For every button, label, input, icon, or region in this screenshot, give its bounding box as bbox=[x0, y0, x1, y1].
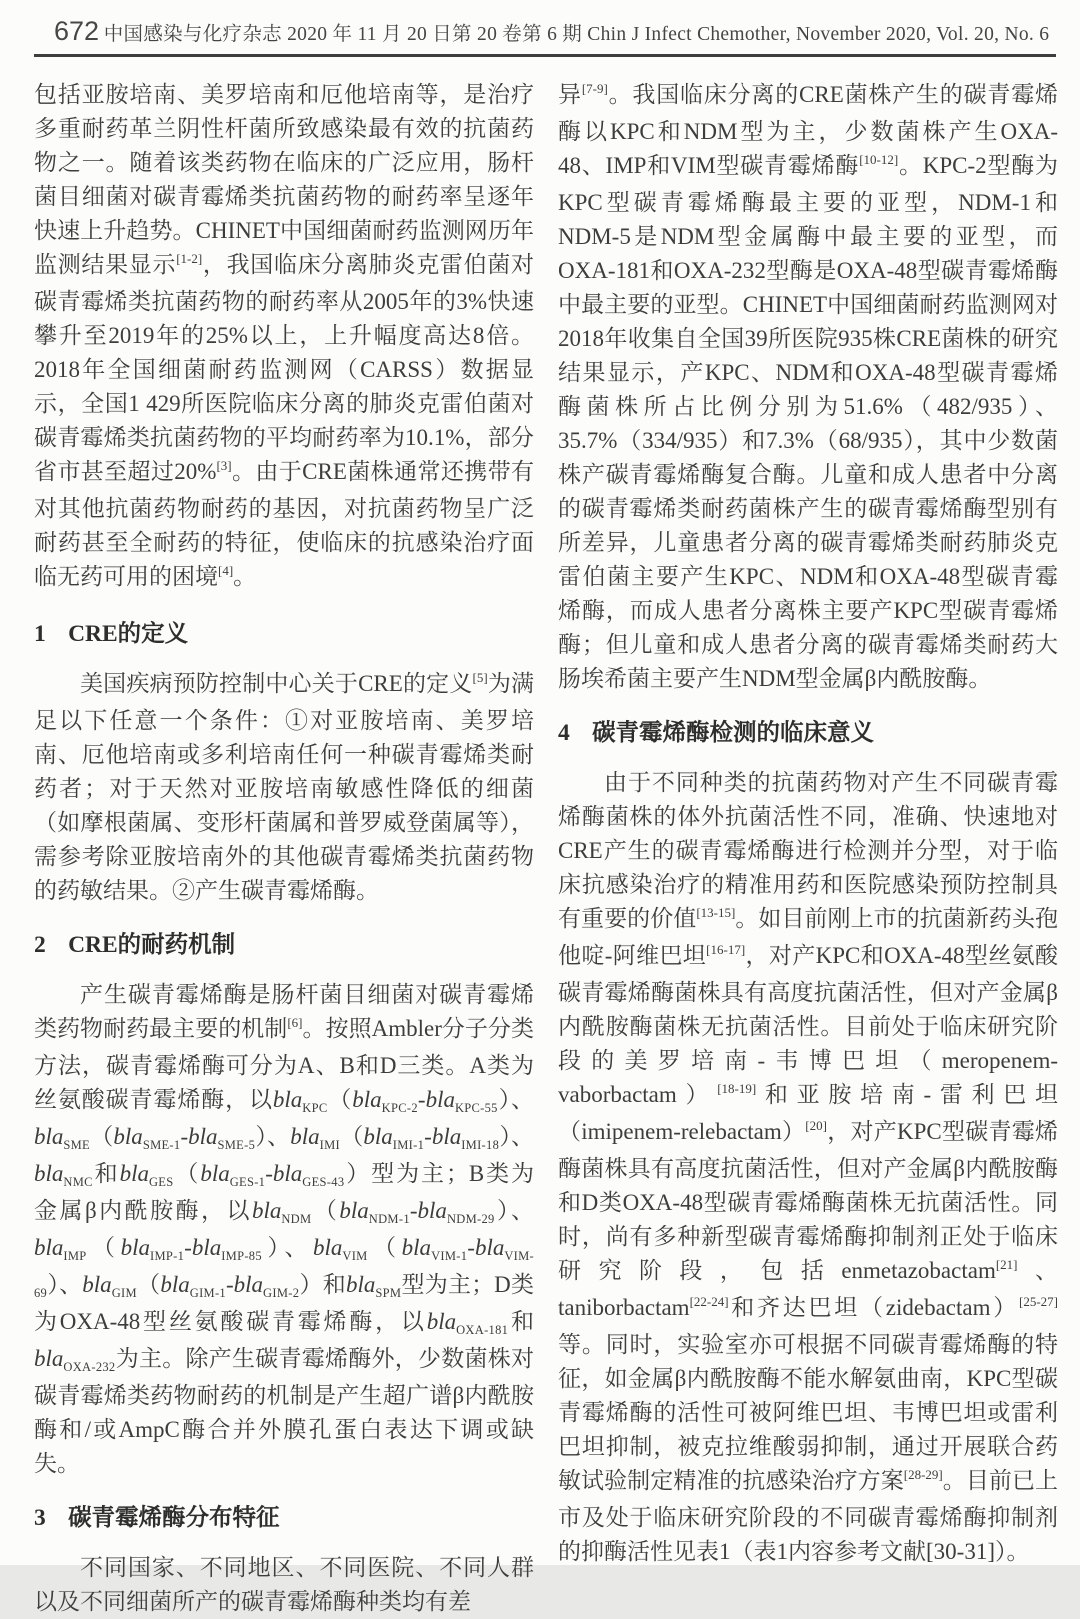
section-3-heading bbox=[34, 1501, 534, 1535]
text-run: - bbox=[180, 1124, 189, 1149]
text-run: ，我国临床分离肺炎克雷伯菌对碳青霉烯类抗菌药物的耐药率从2005年的3%快速攀升至2019年的25%以上，上升幅度高达8倍。2018年全国细菌耐药监测网（CARSS）数据显示，全国1 429所医院临床分离的肺炎克雷伯菌对碳青霉烯类抗菌药物的平均耐药率为10.1%，部分省市甚至超过20% bbox=[34, 252, 535, 484]
text-run: - bbox=[417, 1087, 426, 1112]
gene-name-italic: bla bbox=[431, 1124, 462, 1149]
gene-subscript: IMP bbox=[63, 1249, 87, 1263]
section-number: 1 bbox=[34, 621, 46, 647]
gene-subscript: OXA-181 bbox=[456, 1323, 509, 1337]
text-run: 。KPC-2型酶为KPC型碳青霉烯酶最主要的亚型，NDM-1和NDM-5是NDM型金属酶中最主要的亚型，而OXA-181和OXA-232型酶是OXA-48型碳青霉烯酶中最主要的亚型。CHINET中国细菌耐药监测网对2018年收集自全国39所医院935株CRE菌株的研究结果显示，产KPC、NDM和OXA-48型碳青霉烯酶菌株所占比例分别为51.6%（482/935）、35.7%（334/935）和7.3%（68/935），其中少数菌株产碳青霉烯酶复合酶。儿童和成人患者中分离的碳青霉烯类耐药菌株产生的碳青霉烯酶型别有所差异，儿童患者分离的碳青霉烯类耐药肺炎克雷伯菌主要产生KPC、NDM和OXA-48型碳青霉烯酶，而成人患者分离株主要产KPC型碳青霉烯酶；但儿童和成人患者分离的碳青霉烯类耐药大肠埃希菌主要产生NDM型金属β内酰胺酶。 bbox=[558, 153, 1059, 691]
gene-subscript: GIM-2 bbox=[263, 1286, 300, 1300]
citation-superscript: [16-17] bbox=[706, 942, 746, 957]
gene-name-italic: bla bbox=[82, 1272, 112, 1297]
text-run: （ bbox=[86, 1235, 121, 1260]
gene-subscript: NDM-29 bbox=[446, 1212, 495, 1226]
gene-name-italic: bla bbox=[233, 1272, 264, 1297]
text-run: 等。同时，实验室亦可根据不同碳青霉烯酶的特征，如金属β内酰胺酶不能水解氨曲南，KPC型碳青霉烯酶的活性可被阿维巴坦、韦博巴坦或雷利巴坦抑制，被克拉维酸弱抑制，通过开展联合药敏试验制定精准的抗感染治疗方案 bbox=[558, 1332, 1058, 1493]
gene-subscript: NDM bbox=[281, 1212, 312, 1226]
text-run: 。如目前刚上市的抗菌新药头孢他啶-阿维巴坦 bbox=[558, 906, 1059, 968]
text-run: 、taniborbactam bbox=[558, 1258, 1058, 1320]
gene-subscript: GIM-1 bbox=[189, 1286, 226, 1300]
text-run: 和齐达巴坦（zidebactam） bbox=[728, 1295, 1019, 1320]
gene-name-italic: bla bbox=[363, 1124, 393, 1149]
text-run: （ bbox=[311, 1198, 340, 1223]
text-run: 型为主；D类为OXA-48型丝氨酸碳青霉烯酶，以 bbox=[34, 1272, 535, 1334]
gene-subscript: KPC-2 bbox=[381, 1101, 418, 1115]
section-number: 3 bbox=[34, 1505, 46, 1531]
text-run: 为主。除产生碳青霉烯酶外，少数菌株对碳青霉烯类药物耐药的机制是产生超广谱β内酰胺酶和/或AmpC酶合并外膜孔蛋白表达下调或缺失。 bbox=[34, 1346, 534, 1476]
section-title: CRE的定义 bbox=[68, 621, 189, 647]
gene-name-italic: bla bbox=[474, 1235, 505, 1260]
gene-subscript: SME bbox=[63, 1138, 90, 1152]
gene-subscript: OXA-232 bbox=[63, 1360, 116, 1374]
text-run: （ bbox=[173, 1161, 201, 1186]
text-run: - bbox=[467, 1235, 475, 1260]
gene-subscript: VIM-69 bbox=[34, 1249, 535, 1300]
gene-name-italic: bla bbox=[417, 1198, 447, 1223]
gene-name-italic: bla bbox=[401, 1235, 432, 1260]
citation-superscript: [3] bbox=[216, 458, 232, 473]
gene-subscript: NMC bbox=[63, 1175, 93, 1189]
gene-subscript: IMP-1 bbox=[149, 1249, 185, 1263]
gene-name-italic: bla bbox=[191, 1235, 222, 1260]
gene-name-italic: bla bbox=[160, 1272, 190, 1297]
header-rule bbox=[34, 54, 1056, 57]
gene-name-italic: bla bbox=[119, 1161, 149, 1186]
text-run: ）、 bbox=[494, 1198, 535, 1223]
citation-superscript: [7-9] bbox=[581, 81, 608, 96]
citation-superscript: [4] bbox=[218, 563, 234, 578]
section-title: 碳青霉烯酶检测的临床意义 bbox=[592, 720, 875, 746]
right-column bbox=[558, 78, 1058, 1619]
page-number: 672 bbox=[54, 16, 100, 46]
gene-subscript: GES bbox=[148, 1175, 174, 1189]
gene-subscript: GES-1 bbox=[229, 1175, 266, 1189]
citation-superscript: [10-12] bbox=[859, 152, 899, 167]
gene-subscript: GES-43 bbox=[302, 1175, 345, 1189]
gene-name-italic: bla bbox=[339, 1198, 369, 1223]
gene-subscript: KPC-55 bbox=[454, 1101, 498, 1115]
text-run: （ bbox=[90, 1124, 114, 1149]
gene-name-italic: bla bbox=[120, 1235, 150, 1260]
text-run: ）、 bbox=[261, 1235, 313, 1260]
text-run: - bbox=[424, 1124, 432, 1149]
section-3-paragraph bbox=[34, 1551, 534, 1619]
gene-subscript: VIM bbox=[342, 1249, 368, 1263]
gene-subscript: GIM bbox=[111, 1286, 137, 1300]
text-run: 为满足以下任意一个条件：①对亚胺培南、美罗培南、厄他培南或多利培南任何一种碳青霉烯类耐药者；对于天然对亚胺培南敏感性降低的细菌（如摩根菌属、变形杆菌属和普罗威登菌属等），需参考除亚胺培南外的其他碳青霉烯类抗菌药物的药敏结果。②产生碳青霉烯酶。 bbox=[34, 671, 534, 903]
text-run: 。由于CRE菌株通常还携带有对其他抗菌药物耐药的基因，对抗菌药物呈广泛耐药甚至全耐药的特征，使临床的抗感染治疗面临无药可用的困境 bbox=[34, 459, 534, 589]
section-title: 碳青霉烯酶分布特征 bbox=[68, 1505, 280, 1531]
citation-superscript: [5] bbox=[472, 670, 488, 685]
text-run: - bbox=[265, 1161, 273, 1186]
gene-name-italic: bla bbox=[313, 1235, 343, 1260]
text-run: ，对产KPC型碳青霉烯酶菌株具有高度抗菌活性，但对产金属β内酰胺酶和D类OXA-48型碳青霉烯酶菌株无抗菌活性。同时，尚有多种新型碳青霉烯酶抑制剂正处于临床研究阶段，包括enmetazobactam bbox=[558, 1119, 1058, 1283]
gene-subscript: SME-5 bbox=[217, 1138, 256, 1152]
section-title: CRE的耐药机制 bbox=[68, 932, 236, 958]
gene-name-italic: bla bbox=[188, 1124, 218, 1149]
text-run: （ bbox=[136, 1272, 161, 1297]
gene-name-italic: bla bbox=[34, 1346, 64, 1371]
section-2-heading bbox=[34, 928, 534, 962]
gene-subscript: IMI bbox=[319, 1138, 340, 1152]
text-run: 和 bbox=[92, 1161, 120, 1186]
text-run: 。目前已上市及处于临床研究阶段的不同碳青霉烯酶抑制剂的抑酶活性见表1（表1内容参考文献[30-31]）。 bbox=[558, 1468, 1059, 1564]
text-run: ）、 bbox=[499, 1124, 535, 1149]
text-run: - bbox=[409, 1198, 418, 1223]
gene-name-italic: bla bbox=[113, 1124, 143, 1149]
citation-superscript: [20] bbox=[805, 1118, 827, 1133]
text-run: ）型为主；B类为金属β内酰胺酶，以 bbox=[34, 1161, 535, 1223]
gene-subscript: IMP-85 bbox=[221, 1249, 262, 1263]
text-run: ）、 bbox=[47, 1272, 83, 1297]
text-run: （ bbox=[367, 1235, 402, 1260]
section-1-paragraph bbox=[34, 667, 534, 908]
text-run: 。我国临床分离的CRE菌株产生的碳青霉烯酶以KPC和NDM型为主，少数菌株产生OXA-48、IMP和VIM型碳青霉烯酶 bbox=[558, 82, 1059, 178]
gene-subscript: SPM bbox=[375, 1286, 402, 1300]
gene-name-italic: bla bbox=[426, 1309, 457, 1334]
citation-superscript: [18-19] bbox=[717, 1081, 757, 1096]
citation-superscript: [6] bbox=[287, 1015, 303, 1030]
section-1-heading bbox=[34, 617, 534, 651]
article-body bbox=[34, 78, 1058, 1619]
gene-subscript: NDM-1 bbox=[368, 1212, 410, 1226]
citation-superscript: [1-2] bbox=[176, 251, 203, 266]
text-run: 和 bbox=[508, 1309, 534, 1334]
text-run: ，对产KPC和OXA-48型丝氨酸碳青霉烯酶菌株具有高度抗菌活性，但对产金属β内酰胺酶菌株无抗菌活性。目前处于临床研究阶段的美罗培南-韦博巴坦（meropenem-vaborbactam） bbox=[558, 943, 1058, 1107]
citation-superscript: [13-15] bbox=[696, 905, 736, 920]
gene-subscript: KPC bbox=[302, 1101, 328, 1115]
text-run: 由于不同种类的抗菌药物对产生不同碳青霉烯酶菌株的体外抗菌活性不同，准确、快速地对CRE产生的碳青霉烯酶进行检测并分型，对于临床抗感染治疗的精准用药和医院感染预防控制具有重要的价值 bbox=[558, 770, 1058, 931]
journal-header-line: 中国感染与化疗杂志 2020 年 11 月 20 日第 20 卷第 6 期 Chin J Infect Chemother, November 2020, Vol. 20, No. 6 bbox=[103, 24, 1050, 45]
section-4-heading bbox=[558, 716, 1058, 750]
section-4-paragraph bbox=[558, 766, 1058, 1569]
text-run: ）、 bbox=[497, 1087, 535, 1112]
gene-name-italic: bla bbox=[425, 1087, 455, 1112]
gene-subscript: IMI-1 bbox=[392, 1138, 425, 1152]
text-run: （ bbox=[339, 1124, 364, 1149]
gene-name-italic: bla bbox=[272, 1087, 303, 1112]
gene-subscript: IMI-18 bbox=[461, 1138, 500, 1152]
left-column bbox=[34, 78, 534, 1619]
gene-subscript: VIM-1 bbox=[431, 1249, 468, 1263]
text-run: 异 bbox=[558, 82, 582, 107]
page-header bbox=[36, 16, 1054, 47]
text-run: 和亚胺培南-雷利巴坦（imipenem-relebactam） bbox=[558, 1082, 1058, 1144]
citation-superscript: [25-27] bbox=[1019, 1294, 1058, 1309]
text-run: 美国疾病预防控制中心关于CRE的定义 bbox=[80, 671, 473, 696]
gene-name-italic: bla bbox=[34, 1235, 64, 1260]
gene-name-italic: bla bbox=[200, 1161, 230, 1186]
section-2-paragraph bbox=[34, 978, 534, 1481]
citation-superscript: [22-24] bbox=[689, 1294, 729, 1309]
text-run: 。按照Ambler分子分类方法，碳青霉烯酶可分为A、B和D三类。A类为丝氨酸碳青霉烯酶，以 bbox=[34, 1016, 534, 1112]
text-run: 产生碳青霉烯酶是肠杆菌目细菌对碳青霉烯类药物耐药最主要的机制 bbox=[34, 982, 534, 1041]
intro-continued-paragraph bbox=[34, 78, 534, 597]
text-run: - bbox=[184, 1235, 192, 1260]
section-number: 4 bbox=[558, 720, 570, 746]
text-run: 包括亚胺培南、美罗培南和厄他培南等，是治疗多重耐药革兰阴性杆菌所致感染最有效的抗菌药物之一。随着该类药物在临床的广泛应用，肠杆菌目细菌对碳青霉烯类抗菌药物的耐药率呈逐年快速上升趋势。CHINET中国细菌耐药监测网历年监测结果显示 bbox=[34, 82, 534, 277]
section-3-continued-paragraph bbox=[558, 78, 1058, 696]
text-run: 。 bbox=[233, 564, 257, 589]
text-run: ）和 bbox=[299, 1272, 346, 1297]
gene-name-italic: bla bbox=[345, 1272, 376, 1297]
gene-name-italic: bla bbox=[290, 1124, 320, 1149]
citation-superscript: [28-29] bbox=[903, 1467, 943, 1482]
gene-name-italic: bla bbox=[272, 1161, 303, 1186]
gene-subscript: SME-1 bbox=[142, 1138, 181, 1152]
text-run: （ bbox=[327, 1087, 353, 1112]
gene-name-italic: bla bbox=[34, 1124, 64, 1149]
gene-name-italic: bla bbox=[34, 1161, 64, 1186]
section-number: 2 bbox=[34, 932, 46, 958]
gene-name-italic: bla bbox=[352, 1087, 382, 1112]
text-run: - bbox=[225, 1272, 234, 1297]
text-run: ）、 bbox=[255, 1124, 291, 1149]
text-run: 不同国家、不同地区、不同医院、不同人群以及不同细菌所产的碳青霉烯酶种类均有差 bbox=[34, 1555, 534, 1614]
citation-superscript: [21] bbox=[995, 1257, 1018, 1272]
gene-name-italic: bla bbox=[251, 1198, 282, 1223]
